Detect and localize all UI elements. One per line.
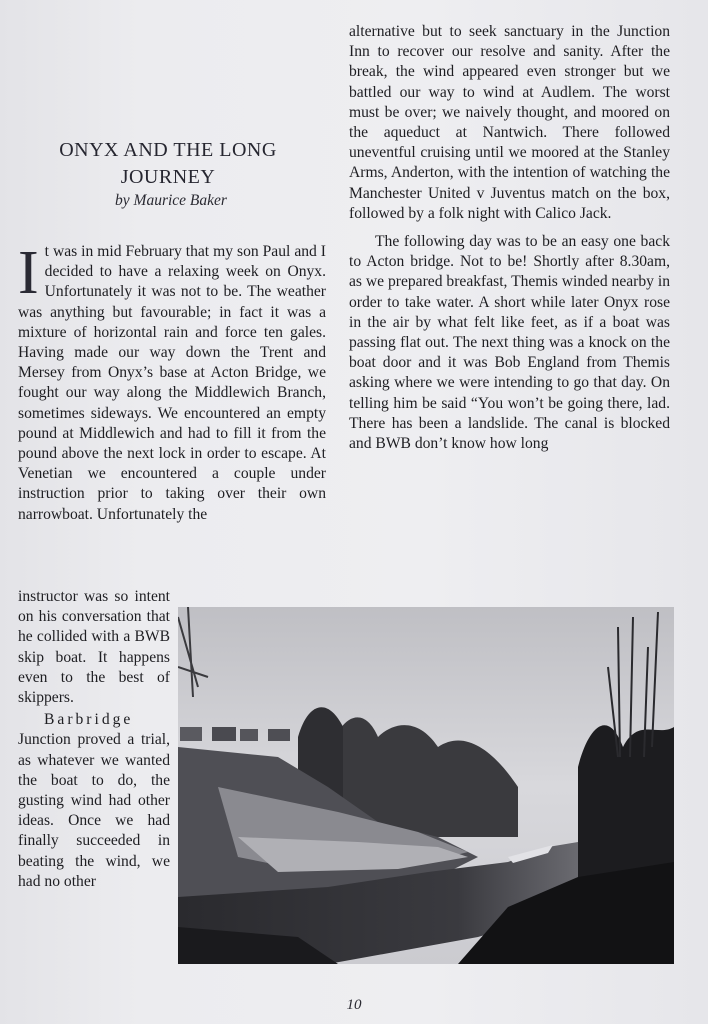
left-column-top xyxy=(18,239,326,525)
landslide-photo xyxy=(178,607,674,964)
paragraph xyxy=(18,710,170,892)
page-number: 10 xyxy=(346,997,362,1013)
paragraph: alternative but to seek sanctuary in the Junction Inn to recover our resolve and sanity. After the break, the wind appeared even stronger but we battled our way to wind at Audlem. The worst must be over; we naively thought, and moored on the aqueduct at Nantwich. There followed uneventful cruising until we moored at the Stanley Arms, Anderton, with the intention of watching the Manchester United v Juventus match on the box, followed by a folk night with Calico Jack. xyxy=(349,23,670,222)
right-column xyxy=(349,22,670,454)
left-column-bottom xyxy=(18,587,170,892)
article-title: ONYX AND THE LONG JOURNEY xyxy=(59,139,277,188)
paragraph: The following day was to be an easy one back to Acton bridge. Not to be! Shortly after 8.30am, as we prepared breakfast, Themis winded nearby in order to take water. A short while later Onyx rose in the air by what felt like feet, as if a boat was passing flat out. The next thing was a knock on the boat door and it was Bob England from Themis asking where we were intending to go that day. On telling him be said “You won’t be going there, lad. There has been a landslide. The canal is blocked and BWB don’t know how long xyxy=(349,233,670,453)
drop-cap: I xyxy=(18,239,39,307)
paragraph-first-word: Barbridge xyxy=(44,711,134,729)
paragraph-text: t was in mid February that my son Paul and I decided to have a relaxing week on Onyx. Unfortunately it was not to be. The weather was anything but favourable; in fact it was a mixture of horizontal rain and force ten gales. Having made our way down the Trent and Mersey from Onyx’s base at Acton Bridge, we fought our way along the Middlewich Branch, sometimes sideways. We encountered an empty pound at Middlewich and had to fill it from the pound above the next lock in order to escape. At Venetian we encountered a couple under instruction prior to taking over their own narrowboat. Unfortunately the xyxy=(18,243,326,523)
paragraph-text: Junction proved a trial, as whatever we wanted the boat to do, the gusting wind had other ideas. Once we had finally succeeded in beating the wind, we had no other xyxy=(18,731,170,890)
article-byline: by Maurice Baker xyxy=(115,192,227,209)
photo-image xyxy=(178,607,674,964)
paragraph: instructor was so intent on his conversation that he collided with a BWB skip boat. It happens even to the best of skippers. xyxy=(18,588,170,707)
paragraph xyxy=(18,239,326,525)
